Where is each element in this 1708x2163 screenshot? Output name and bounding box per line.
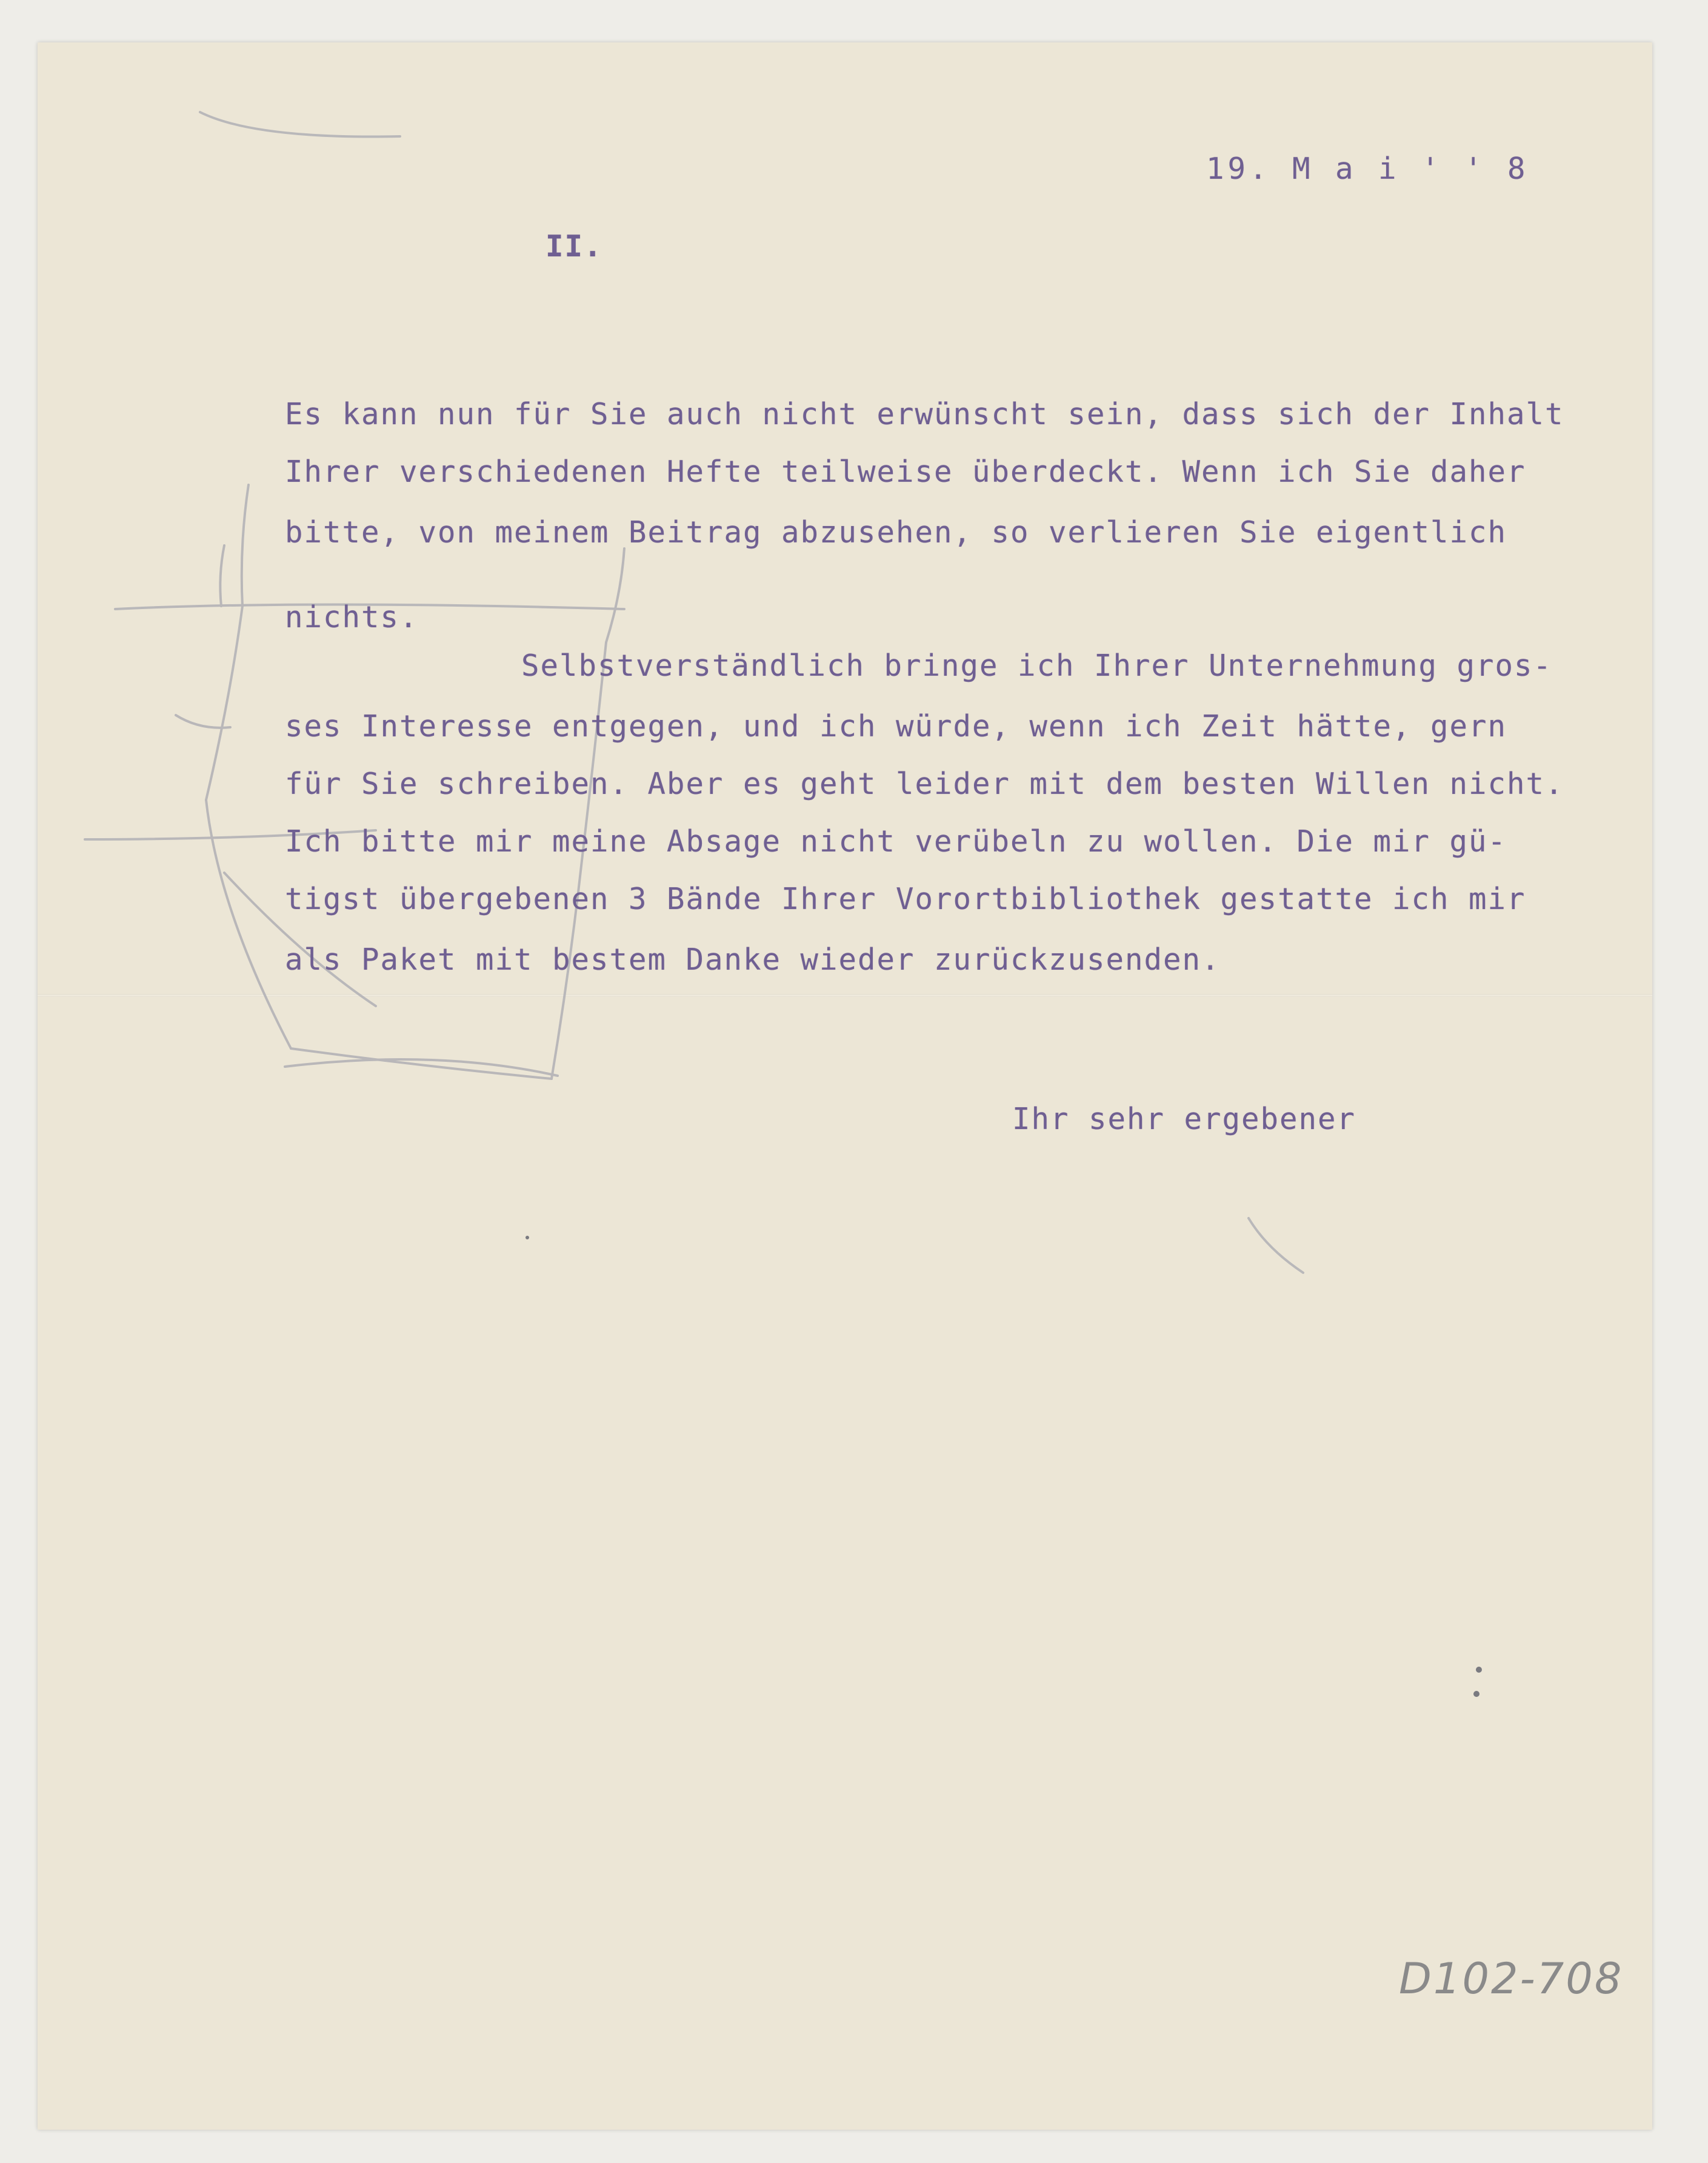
paper-fold xyxy=(38,994,1652,997)
archive-reference: D102-708 xyxy=(1399,1954,1624,2004)
body-line-2: Ihrer verschiedenen Hefte teilweise überdeckt. Wenn ich Sie daher xyxy=(285,455,1526,489)
body-line-7: für Sie schreiben. Aber es geht leider mit dem besten Willen nicht. xyxy=(285,767,1564,801)
body-line-3: bitte, von meinem Beitrag abzusehen, so verlieren Sie eigentlich xyxy=(285,515,1507,550)
letter-sheet xyxy=(38,42,1652,2130)
body-line-4: nichts. xyxy=(285,600,419,635)
letter-date: 19. M a i ' ' 8 xyxy=(1206,152,1529,186)
body-line-8: Ich bitte mir meine Absage nicht verübeln zu wollen. Die mir gü- xyxy=(285,824,1507,859)
body-line-5: Selbstverständlich bringe ich Ihrer Unternehmung gros- xyxy=(521,648,1553,683)
section-number: II. xyxy=(545,229,603,264)
body-line-6: ses Interesse entgegen, und ich würde, wenn ich Zeit hätte, gern xyxy=(285,709,1507,744)
body-line-10: als Paket mit bestem Danke wieder zurückzusenden. xyxy=(285,942,1221,977)
body-line-1: Es kann nun für Sie auch nicht erwünscht sein, dass sich der Inhalt xyxy=(285,397,1564,432)
closing-salutation: Ihr sehr ergebener xyxy=(1012,1102,1356,1136)
body-line-9: tigst übergebenen 3 Bände Ihrer Vorortbibliothek gestatte ich mir xyxy=(285,882,1526,916)
